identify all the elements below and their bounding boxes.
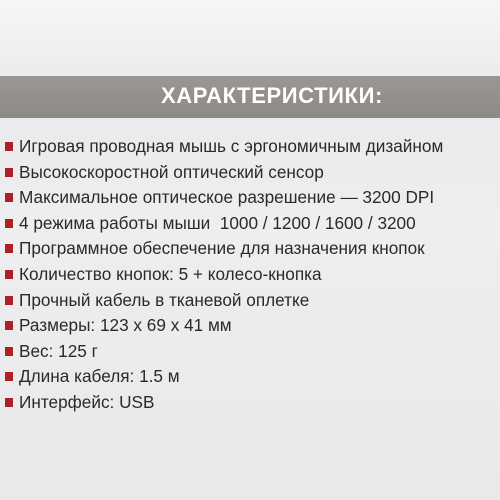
spec-text: Игровая проводная мышь с эргономичным дизайном — [19, 136, 444, 156]
bullet-icon — [5, 168, 13, 177]
section-title: ХАРАКТЕРИСТИКИ: — [161, 83, 383, 108]
spec-item — [0, 134, 500, 160]
spec-text: Размеры: 123 х 69 х 41 мм — [19, 315, 232, 336]
spec-item — [0, 185, 500, 211]
bullet-icon — [5, 219, 13, 228]
spec-item — [0, 313, 500, 339]
spec-text: Вес: 125 г — [19, 340, 98, 361]
spec-text: Длина кабеля: 1.5 м — [19, 366, 180, 387]
spec-item — [0, 211, 500, 237]
bullet-icon — [5, 244, 13, 253]
spec-list — [0, 134, 500, 416]
spec-item — [0, 339, 500, 365]
spec-text: Интерфейс: USB — [19, 391, 155, 412]
bullet-icon — [5, 321, 13, 330]
bullet-icon — [5, 398, 13, 407]
bullet-icon — [5, 270, 13, 279]
spec-text: Максимальное оптическое разрешение — 3200 DPI — [19, 187, 435, 208]
spec-text: Количество кнопок: 5 + колесо-кнопка — [19, 263, 322, 284]
spec-item — [0, 236, 500, 262]
spec-text: Прочный кабель в тканевой оплетке — [19, 289, 310, 310]
spec-item — [0, 390, 500, 416]
bullet-icon — [5, 347, 13, 356]
bullet-icon — [5, 142, 13, 151]
bullet-icon — [5, 296, 13, 305]
top-strip — [0, 0, 500, 76]
spec-item — [0, 262, 500, 288]
spec-text: Программное обеспечение для назначения кнопок — [19, 238, 425, 259]
bullet-icon — [5, 193, 13, 202]
bullet-icon — [5, 372, 13, 381]
spec-item — [0, 160, 500, 186]
spec-item — [0, 364, 500, 390]
spec-item — [0, 288, 500, 314]
spec-text: Высокоскоростной оптический сенсор — [19, 161, 324, 182]
spec-text: 4 режима работы мыши 1000 / 1200 / 1600 / 3200 — [19, 212, 416, 233]
